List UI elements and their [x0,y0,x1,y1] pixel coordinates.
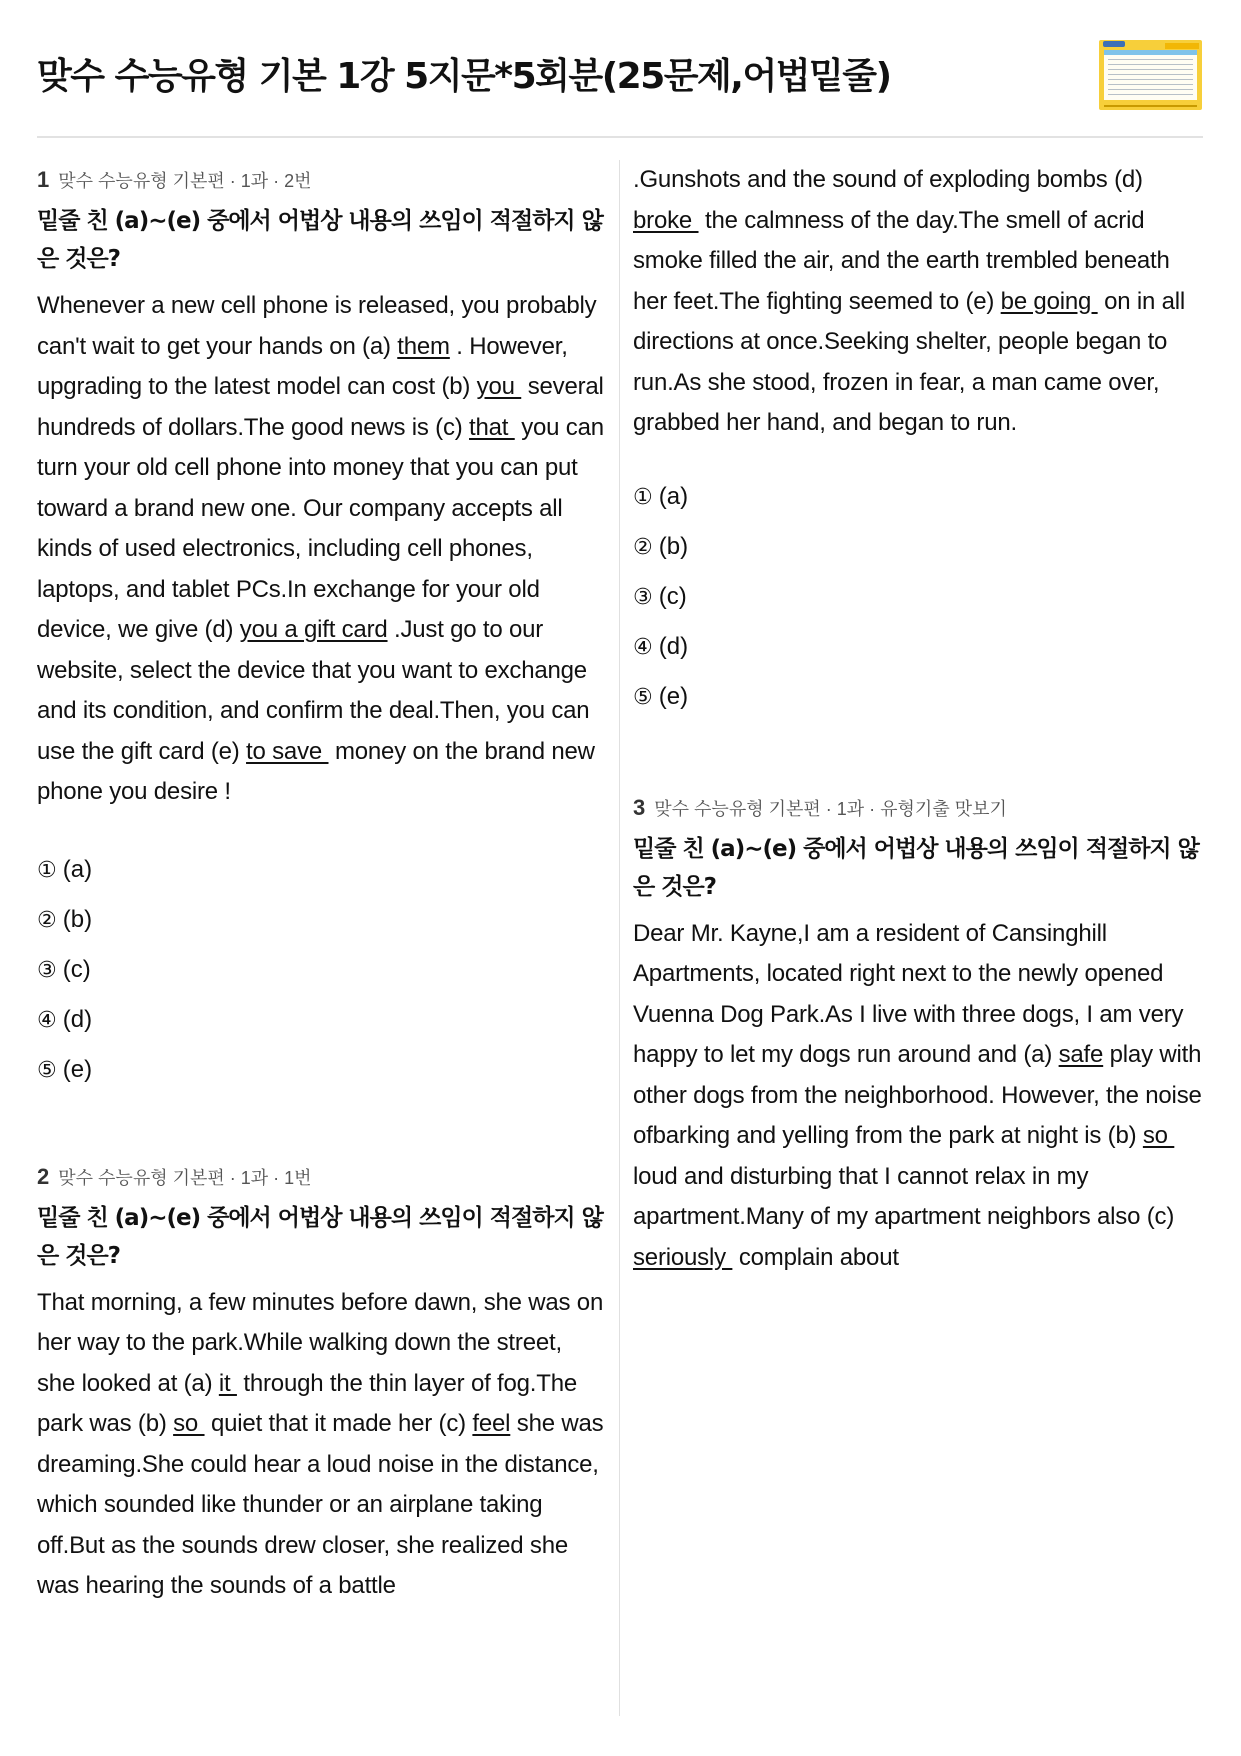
answer-choice-3[interactable] [633,572,1203,622]
question-source: 맞수 수능유형 기본편 · 1과 · 유형기출 맛보기 [654,798,1007,819]
choice-label: (e) [62,1055,93,1083]
answer-choices [37,845,605,1095]
answer-choice-2[interactable] [37,895,605,945]
column-divider [619,160,620,1716]
choice-label: (d) [658,632,689,660]
underlined-term: it [218,1369,237,1397]
circled-number-4-icon: ④ [633,634,653,660]
question-number: 2 [37,1163,50,1189]
question-source: 맞수 수능유형 기본편 · 1과 · 1번 [58,1167,312,1188]
answer-choice-4[interactable] [633,622,1203,672]
answer-choice-2[interactable] [633,522,1203,572]
question-3 [633,796,1203,1279]
right-column [633,160,1203,1278]
answer-choice-1[interactable] [37,845,605,895]
choice-label: (d) [62,1005,93,1033]
question-source: 맞수 수능유형 기본편 · 1과 · 2번 [58,171,312,191]
choice-label: (c) [658,582,687,610]
circled-number-5-icon: ⑤ [633,684,653,710]
answer-choice-1[interactable] [633,472,1203,522]
underlined-term: to save [246,737,329,765]
underlined-term: you a gift card [239,616,388,643]
question-meta [37,1165,605,1189]
question-number: 1 [37,167,50,192]
thumbnail-band [1104,50,1197,55]
underlined-term: safe [1058,1041,1104,1068]
page-title: 맞수 수능유형 기본 1강 5지문*5회분(25문제,어법밑줄) [37,56,891,97]
choice-label: (b) [62,905,93,933]
underlined-term: seriously [633,1243,733,1271]
thumbnail-tab [1165,43,1199,49]
underlined-term: so [1142,1122,1175,1149]
question-number: 3 [633,794,646,820]
underlined-term: that [469,413,515,441]
question-prompt: 밑줄 친 (a)∼(e) 중에서 어법상 내용의 쓰임이 적절하지 않은 것은? [633,835,1199,900]
choice-label: (e) [658,682,689,710]
question-prompt: 밑줄 친 (a)∼(e) 중에서 어법상 내용의 쓰임이 적절하지 않은 것은? [37,1204,603,1269]
underlined-term: you [476,373,522,400]
circled-number-1-icon: ① [633,484,653,510]
answer-choice-3[interactable] [37,945,605,995]
underlined-term: so [173,1410,205,1437]
answer-choice-5[interactable] [633,672,1203,722]
underlined-term: them [397,332,450,360]
answer-choice-4[interactable] [37,995,605,1045]
question-1 [37,168,605,1095]
circled-number-3-icon: ③ [37,957,57,983]
circled-number-2-icon: ② [633,534,653,560]
thumbnail-logo [1103,41,1125,47]
question-meta [633,796,1203,820]
underlined-term: feel [472,1410,511,1437]
question-passage: Dear Mr. Kayne,I am a resident of Cansinghill Apartments, located right next to the newly opened Vuenna Dog Park.As I live with three dogs, I am very happy to let my dogs run around and (a) safe play with other dogs from the neighborhood. However, the noise ofbarking and yelling from the park at night is (b) so loud and disturbing that I cannot relax in my apartment.Many of my apartment neighbors also (c) seriously complain about [633,919,1202,1271]
thumbnail-lines [1108,59,1193,97]
question-meta [37,168,605,192]
underlined-term: broke [633,206,699,234]
circled-number-3-icon: ③ [633,584,653,610]
question-passage-continued: .Gunshots and the sound of exploding bombs (d) broke the calmness of the day.The smell of acrid smoke filled the air, and the earth trembled beneath her feet.The fighting seemed to (e) be going on in all directions at once.Seeking shelter, people began to run.As she stood, frozen in fear, a man came over, grabbed her hand, and began to run. [633,166,1186,436]
circled-number-4-icon: ④ [37,1007,57,1033]
document-thumbnail-icon [1099,40,1202,110]
choice-label: (a) [62,855,93,883]
choice-label: (a) [658,482,689,510]
underlined-term: be going [1000,287,1098,315]
page-header [37,0,1203,138]
question-prompt: 밑줄 친 (a)∼(e) 중에서 어법상 내용의 쓰임이 적절하지 않은 것은? [37,208,603,272]
question-passage: That morning, a few minutes before dawn, she was on her way to the park.While walking down the street, she looked at (a) it through the thin layer of fog.The park was (b) so quiet that it made her (c) feel she was dreaming.She could hear a loud noise in the distance, which sounded like thunder or an airplane taking off.But as the sounds drew closer, she realized she was hearing the sounds of a battle [37,1288,604,1599]
header-divider [37,136,1203,138]
choice-label: (b) [658,532,689,560]
question-2-continued [633,160,1203,722]
circled-number-2-icon: ② [37,907,57,933]
choice-label: (c) [62,955,91,983]
question-2 [37,1165,605,1607]
thumbnail-footer [1104,105,1197,107]
answer-choices [633,472,1203,722]
circled-number-5-icon: ⑤ [37,1057,57,1083]
left-column [37,160,605,1607]
answer-choice-5[interactable] [37,1045,605,1095]
question-passage: Whenever a new cell phone is released, you probably can't wait to get your hands on (a) them . However, upgrading to the latest model can cost (b) you several hundreds of dollars.The good news is (c) that you can turn your old cell phone into money that you can put toward a brand new one. Our company accepts all kinds of used electronics, including cell phones, laptops, and tablet PCs.In exchange for your old device, we give (d) you a gift card .Just go to our website, select the device that you want to exchange and its condition, and confirm the deal.Then, you can use the gift card (e) to save money on the brand new phone you desire ! [37,292,604,805]
circled-number-1-icon: ① [37,857,57,883]
